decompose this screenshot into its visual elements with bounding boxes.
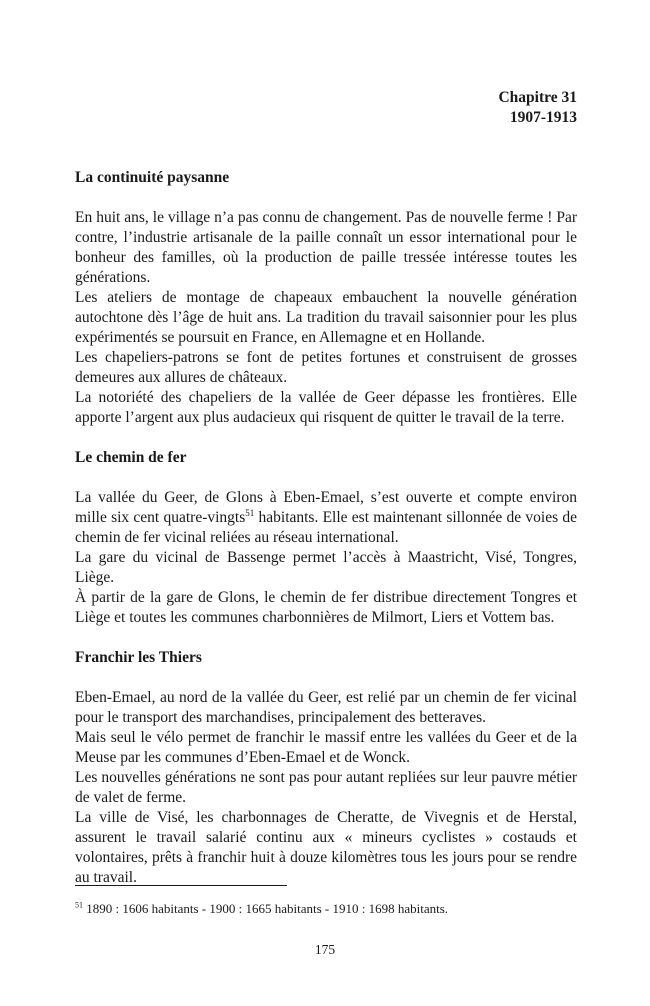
page-body [75,88,577,888]
paragraph: Mais seul le vélo permet de franchir le massif entre les vallées du Geer et de la Meuse par les communes d’Eben-Emael et de Wonck. [75,729,577,766]
section-body-chemin-de-fer [75,488,577,628]
paragraph: La ville de Visé, les charbonnages de Cheratte, de Vivegnis et de Herstal, assurent le travail salarié continu aux « mineurs cyclistes » costauds et volontaires, prêts à franchir huit à douze kilomètres tous les jours pour se rendre au travail. [75,809,577,886]
paragraph: En huit ans, le village n’a pas connu de changement. Pas de nouvelle ferme ! Par contre, l’industrie artisanale de la paille connaît un essor international pour le bonheur des familles, où la production de paille tressée intéresse toutes les générations. [75,209,577,286]
paragraph: Les nouvelles générations ne sont pas pour autant repliées sur leur pauvre métier de valet de ferme. [75,769,577,806]
page-number: 175 [314,942,336,957]
paragraph: Eben-Emael, au nord de la vallée du Geer, est relié par un chemin de fer vicinal pour le transport des marchandises, principalement des betteraves. [75,689,577,726]
paragraph: À partir de la gare de Glons, le chemin de fer distribue directement Tongres et Liège et toutes les communes charbonnières de Milmort, Liers et Vottem bas. [75,589,577,626]
footnote-reference[interactable]: 51 [245,507,255,518]
section-title-continuite: La continuité paysanne [75,169,230,186]
section-title-chemin-de-fer: Le chemin de fer [75,449,187,466]
section-body-franchir-les-thiers [75,688,577,888]
paragraph: Les ateliers de montage de chapeaux embauchent la nouvelle génération autochtone dès l’âge de huit ans. La tradition du travail saisonnier pour les plus expérimentés se poursuit en France, en Allemagne et en Hollande. [75,289,577,346]
paragraph: La notoriété des chapeliers de la vallée de Geer dépasse les frontières. Elle apporte l’argent aux plus audacieux qui risquent de quitter le travail de la terre. [75,389,577,426]
paragraph [75,488,577,548]
footnote-number: 51 [75,900,83,910]
section-title-franchir-les-thiers: Franchir les Thiers [75,649,202,666]
footnote-text: 1890 : 1606 habitants - 1900 : 1665 habitants - 1910 : 1698 habitants. [83,901,449,916]
paragraph: La gare du vicinal de Bassenge permet l’accès à Maastricht, Visé, Tongres, Liège. [75,549,577,586]
footnote-divider [75,885,287,886]
section-body-continuite [75,208,577,428]
paragraph-text: La vallée du Geer, de Glons à Eben-Emael, s’est ouverte et compte environ mille six cent quatre-vingts [75,489,577,526]
chapter-years: 1907-1913 [509,109,577,126]
paragraph-text: habitants. Elle est maintenant sillonnée de voies de chemin de fer vicinal reliées au réseau international. [75,509,577,546]
chapter-number: Chapitre 31 [498,89,577,106]
paragraph: Les chapeliers-patrons se font de petites fortunes et construisent de grosses demeures aux allures de châteaux. [75,349,577,386]
footnote [75,901,577,917]
chapter-heading [75,88,577,128]
